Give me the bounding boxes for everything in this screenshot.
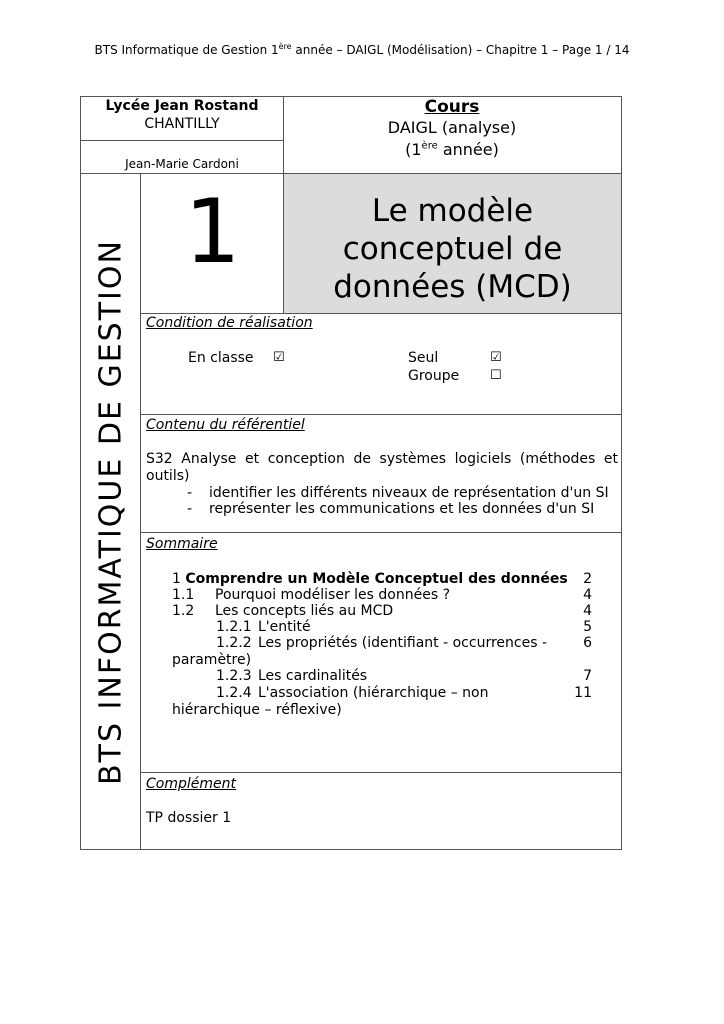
rule xyxy=(140,772,622,773)
chapter-number: 1 xyxy=(184,180,241,283)
referentiel-bullet: représenter les communications et les données d'un SI xyxy=(209,501,595,517)
checkbox-checked-icon: ☑ xyxy=(273,350,285,365)
toc-number: 1.2 xyxy=(172,603,195,619)
conditions-title: Condition de réalisation xyxy=(146,315,313,331)
toc-text: L'association (hiérarchique – non xyxy=(258,685,489,701)
school-name: Lycée Jean Rostand xyxy=(105,98,259,114)
complement-text: TP dossier 1 xyxy=(146,810,232,826)
referentiel-bullet: identifier les différents niveaux de représentation d'un SI xyxy=(209,485,609,501)
course-subject: DAIGL (analyse) xyxy=(387,118,517,137)
referentiel-description: S32 Analyse et conception de systèmes logiciels (méthodes et outils) xyxy=(146,451,618,484)
toc-entry-continuation: hiérarchique – réflexive) xyxy=(172,702,342,718)
toc-number: 1.2.1 xyxy=(216,619,252,635)
toc-page: 7 xyxy=(583,668,592,684)
referentiel-title: Contenu du référentiel xyxy=(146,417,305,433)
toc-entry-continuation: paramètre) xyxy=(172,652,252,668)
toc-number: 1.1 xyxy=(172,587,195,603)
toc-text: Comprendre un Modèle Conceptuel des données xyxy=(185,571,568,587)
side-title-text: BTS INFORMATIQUE DE GESTION xyxy=(93,239,128,785)
toc-page: 6 xyxy=(583,635,592,651)
toc-page: 4 xyxy=(583,603,592,619)
rule xyxy=(140,173,141,850)
toc-number: 1.2.4 xyxy=(216,685,252,701)
rule xyxy=(140,532,622,533)
side-title xyxy=(82,174,139,850)
course-label: Cours xyxy=(424,97,480,117)
chapter-title-line: conceptuel de xyxy=(342,231,563,267)
chapter-title-line: données (MCD) xyxy=(333,269,572,305)
toc-page: 2 xyxy=(583,571,592,587)
toc-page: 5 xyxy=(583,619,592,635)
toc-page: 11 xyxy=(574,685,592,701)
toc-entry xyxy=(172,571,592,587)
bullet-dash: - xyxy=(187,485,193,501)
sommaire-title: Sommaire xyxy=(146,536,218,552)
rule xyxy=(80,173,622,174)
rule xyxy=(140,313,622,314)
toc-text: Les cardinalités xyxy=(258,668,368,684)
toc-entry xyxy=(172,603,592,619)
rule xyxy=(80,140,283,141)
toc-page: 4 xyxy=(583,587,592,603)
toc-text: L'entité xyxy=(258,619,311,635)
rule xyxy=(140,414,622,415)
toc-text: Pourquoi modéliser les données ? xyxy=(215,587,450,603)
chapter-title-line: Le modèle xyxy=(371,193,534,229)
complement-title: Complément xyxy=(146,776,236,792)
toc-number: 1.2.3 xyxy=(216,668,252,684)
condition-label: Groupe xyxy=(408,368,460,384)
course-year: (1ère année) xyxy=(405,140,499,159)
toc-number: 1.2.2 xyxy=(216,635,252,651)
condition-label: Seul xyxy=(408,350,439,366)
checkbox-empty-icon: ☐ xyxy=(490,368,502,383)
running-header: BTS Informatique de Gestion 1ère année – DAIGL (Modélisation) – Chapitre 1 – Page 1 / 14 xyxy=(94,42,630,57)
chapter-title xyxy=(284,192,621,306)
toc-text: Les concepts liés au MCD xyxy=(215,603,394,619)
author-name: Jean-Marie Cardoni xyxy=(125,157,239,171)
checkbox-checked-icon: ☑ xyxy=(490,350,502,365)
toc-entry xyxy=(172,587,592,603)
school-city: CHANTILLY xyxy=(144,116,220,132)
toc-text: Les propriétés (identifiant - occurrences - xyxy=(258,635,548,651)
toc-number: 1 xyxy=(172,571,181,587)
condition-label: En classe xyxy=(188,350,254,366)
bullet-dash: - xyxy=(187,501,193,517)
